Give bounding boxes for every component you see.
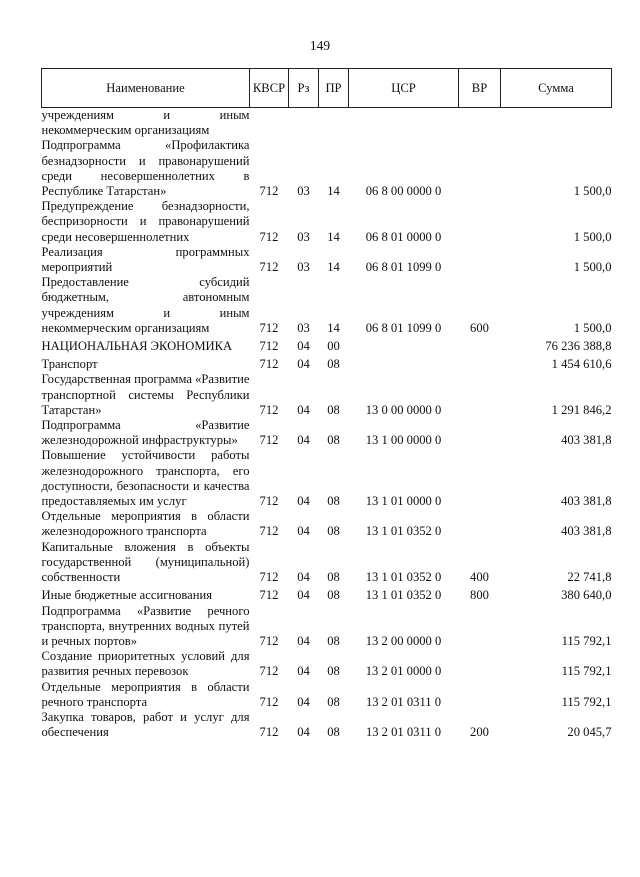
page-number: 149	[309, 38, 331, 53]
cell-csr: 06 8 01 1099 0	[365, 260, 442, 275]
cell-csr: 13 0 00 0000 0	[365, 402, 442, 417]
table-row	[42, 245, 612, 275]
cell-sum: 1 291 846,2	[551, 402, 612, 417]
cell-csr: 13 2 00 0000 0	[365, 633, 442, 648]
cell-pr: 08	[327, 570, 340, 585]
table-row	[42, 199, 612, 245]
cell-kvsr: 712	[259, 184, 279, 199]
cell-vr	[459, 336, 501, 354]
table-row	[42, 354, 612, 372]
cell-kvsr: 712	[259, 570, 279, 585]
cell-rz: 04	[297, 494, 310, 509]
cell-rz: 04	[297, 694, 310, 709]
cell-kvsr: 712	[259, 524, 279, 539]
cell-pr: 14	[327, 260, 340, 275]
cell-pr: 08	[327, 433, 340, 448]
cell-pr: 08	[327, 402, 340, 417]
cell-vr: 200	[470, 725, 489, 740]
budget-table	[41, 68, 612, 740]
cell-pr: 00	[327, 339, 340, 354]
cell-csr	[349, 108, 459, 139]
cell-rz: 04	[297, 633, 310, 648]
cell-pr: 14	[327, 184, 340, 199]
header-kvsr: КВСР	[250, 69, 289, 108]
cell-kvsr: 712	[259, 402, 279, 417]
cell-sum: 1 500,0	[573, 229, 612, 244]
cell-sum: 1 500,0	[573, 260, 612, 275]
cell-rz: 03	[297, 320, 310, 335]
cell-vr	[459, 509, 501, 539]
cell-sum: 380 640,0	[561, 588, 612, 603]
table-row	[42, 585, 612, 603]
cell-name: Повышение устойчивости работы железнодорожного транспорта, его доступности, безопасности и качества предоставляемых им услуг	[41, 448, 250, 509]
cell-pr: 08	[327, 524, 340, 539]
table-body	[42, 108, 612, 741]
cell-pr: 08	[327, 633, 340, 648]
cell-rz: 04	[297, 339, 310, 354]
cell-pr	[319, 108, 349, 139]
cell-rz	[289, 108, 319, 139]
cell-rz: 03	[297, 260, 310, 275]
cell-vr: 600	[470, 320, 489, 335]
cell-sum: 1 500,0	[573, 320, 612, 335]
cell-kvsr: 712	[259, 664, 279, 679]
cell-kvsr: 712	[259, 339, 279, 354]
cell-pr: 08	[327, 588, 340, 603]
table-row	[42, 275, 612, 336]
cell-kvsr	[250, 108, 289, 139]
cell-csr: 13 1 00 0000 0	[365, 433, 442, 448]
cell-vr	[459, 448, 501, 509]
cell-name: Подпрограмма «Профилактика безнадзорности и правонарушений среди несовершеннолетних в Республике Татарстан»	[41, 138, 250, 199]
cell-rz: 04	[297, 725, 310, 740]
cell-pr: 08	[327, 664, 340, 679]
cell-name: Транспорт	[41, 357, 98, 372]
cell-vr	[459, 354, 501, 372]
cell-vr	[459, 199, 501, 245]
cell-name: Создание приоритетных условий для развития речных перевозок	[41, 649, 250, 679]
cell-kvsr: 712	[259, 357, 279, 372]
cell-pr: 08	[327, 725, 340, 740]
cell-vr	[459, 604, 501, 650]
cell-rz: 04	[297, 570, 310, 585]
cell-rz: 04	[297, 664, 310, 679]
cell-rz: 04	[297, 357, 310, 372]
table-row	[42, 448, 612, 509]
header-sum: Сумма	[501, 69, 612, 108]
cell-sum: 20 045,7	[567, 725, 612, 740]
header-csr: ЦСР	[349, 69, 459, 108]
cell-rz: 03	[297, 229, 310, 244]
cell-sum: 1 454 610,6	[551, 357, 612, 372]
cell-csr: 13 2 01 0311 0	[365, 694, 442, 709]
cell-name: Подпрограмма «Развитие речного транспорта, внутренних водных путей и речных портов»	[41, 603, 250, 648]
table-row	[42, 710, 612, 740]
cell-vr: 800	[470, 588, 489, 603]
cell-name: Реализация программных мероприятий	[41, 244, 250, 275]
cell-csr: 13 2 01 0311 0	[365, 725, 442, 740]
cell-name: учреждениям и иным некоммерческим организациям	[41, 108, 250, 138]
header-vr: ВР	[459, 69, 501, 108]
cell-rz: 04	[297, 402, 310, 417]
cell-csr: 06 8 01 0000 0	[365, 229, 442, 244]
cell-csr	[349, 336, 459, 354]
table-header-row	[42, 69, 612, 108]
table-row	[42, 336, 612, 354]
table-row	[42, 372, 612, 418]
cell-kvsr: 712	[259, 433, 279, 448]
cell-vr	[459, 680, 501, 710]
table-row	[42, 108, 612, 139]
cell-name: Предупреждение безнадзорности, беспризорности и правонарушений среди несовершеннолетних	[41, 199, 250, 244]
cell-name: Капитальные вложения в объекты государственной (муниципальной) собственности	[41, 539, 250, 585]
cell-kvsr: 712	[259, 494, 279, 509]
cell-sum: 76 236 388,8	[545, 339, 612, 354]
cell-sum: 403 381,8	[561, 494, 612, 509]
table-row	[42, 418, 612, 448]
cell-sum: 22 741,8	[567, 570, 612, 585]
header-rz: Рз	[289, 69, 319, 108]
header-pr: ПР	[319, 69, 349, 108]
cell-rz: 04	[297, 524, 310, 539]
cell-vr: 400	[470, 570, 489, 585]
cell-csr: 13 1 01 0352 0	[365, 588, 442, 603]
header-name: Наименование	[42, 69, 250, 108]
cell-pr: 08	[327, 357, 340, 372]
cell-name: Подпрограмма «Развитие железнодорожной инфраструктуры»	[41, 418, 250, 448]
table-row	[42, 649, 612, 679]
cell-sum: 115 792,1	[561, 664, 612, 679]
cell-name: Закупка товаров, работ и услуг для обеспечения	[41, 709, 250, 740]
cell-csr: 13 2 01 0000 0	[365, 664, 442, 679]
table-row	[42, 509, 612, 539]
cell-sum: 403 381,8	[561, 433, 612, 448]
cell-pr: 08	[327, 694, 340, 709]
cell-csr: 06 8 00 0000 0	[365, 184, 442, 199]
cell-kvsr: 712	[259, 725, 279, 740]
cell-kvsr: 712	[259, 694, 279, 709]
cell-rz: 03	[297, 184, 310, 199]
cell-csr: 13 1 01 0352 0	[365, 524, 442, 539]
cell-name: Отдельные мероприятия в области железнодорожного транспорта	[41, 509, 250, 539]
cell-rz: 04	[297, 588, 310, 603]
cell-csr: 06 8 01 1099 0	[365, 320, 442, 335]
table-row	[42, 138, 612, 199]
cell-sum: 403 381,8	[561, 524, 612, 539]
cell-sum: 115 792,1	[561, 694, 612, 709]
cell-sum: 1 500,0	[573, 184, 612, 199]
cell-vr	[459, 649, 501, 679]
cell-kvsr: 712	[259, 229, 279, 244]
cell-kvsr: 712	[259, 588, 279, 603]
cell-vr	[459, 372, 501, 418]
cell-csr	[349, 354, 459, 372]
cell-name: Государственная программа «Развитие транспортной системы Республики Татарстан»	[41, 372, 250, 417]
table-row	[42, 604, 612, 650]
cell-vr	[459, 245, 501, 275]
cell-rz: 04	[297, 433, 310, 448]
cell-kvsr: 712	[259, 633, 279, 648]
cell-name: Иные бюджетные ассигнования	[41, 588, 213, 603]
cell-csr: 13 1 01 0352 0	[365, 570, 442, 585]
cell-pr: 08	[327, 494, 340, 509]
cell-pr: 14	[327, 320, 340, 335]
cell-kvsr: 712	[259, 320, 279, 335]
table-row	[42, 680, 612, 710]
cell-kvsr: 712	[259, 260, 279, 275]
cell-sum: 115 792,1	[561, 633, 612, 648]
table-row	[42, 540, 612, 586]
cell-csr: 13 1 01 0000 0	[365, 494, 442, 509]
cell-name: Предоставление субсидий бюджетным, автономным учреждениям и иным некоммерческим организациям	[41, 275, 250, 335]
cell-name: НАЦИОНАЛЬНАЯ ЭКОНОМИКА	[41, 339, 233, 354]
cell-sum	[501, 108, 612, 139]
cell-name: Отдельные мероприятия в области речного транспорта	[41, 679, 250, 709]
cell-pr: 14	[327, 229, 340, 244]
cell-vr	[459, 108, 501, 139]
cell-vr	[459, 418, 501, 448]
cell-vr	[459, 138, 501, 199]
